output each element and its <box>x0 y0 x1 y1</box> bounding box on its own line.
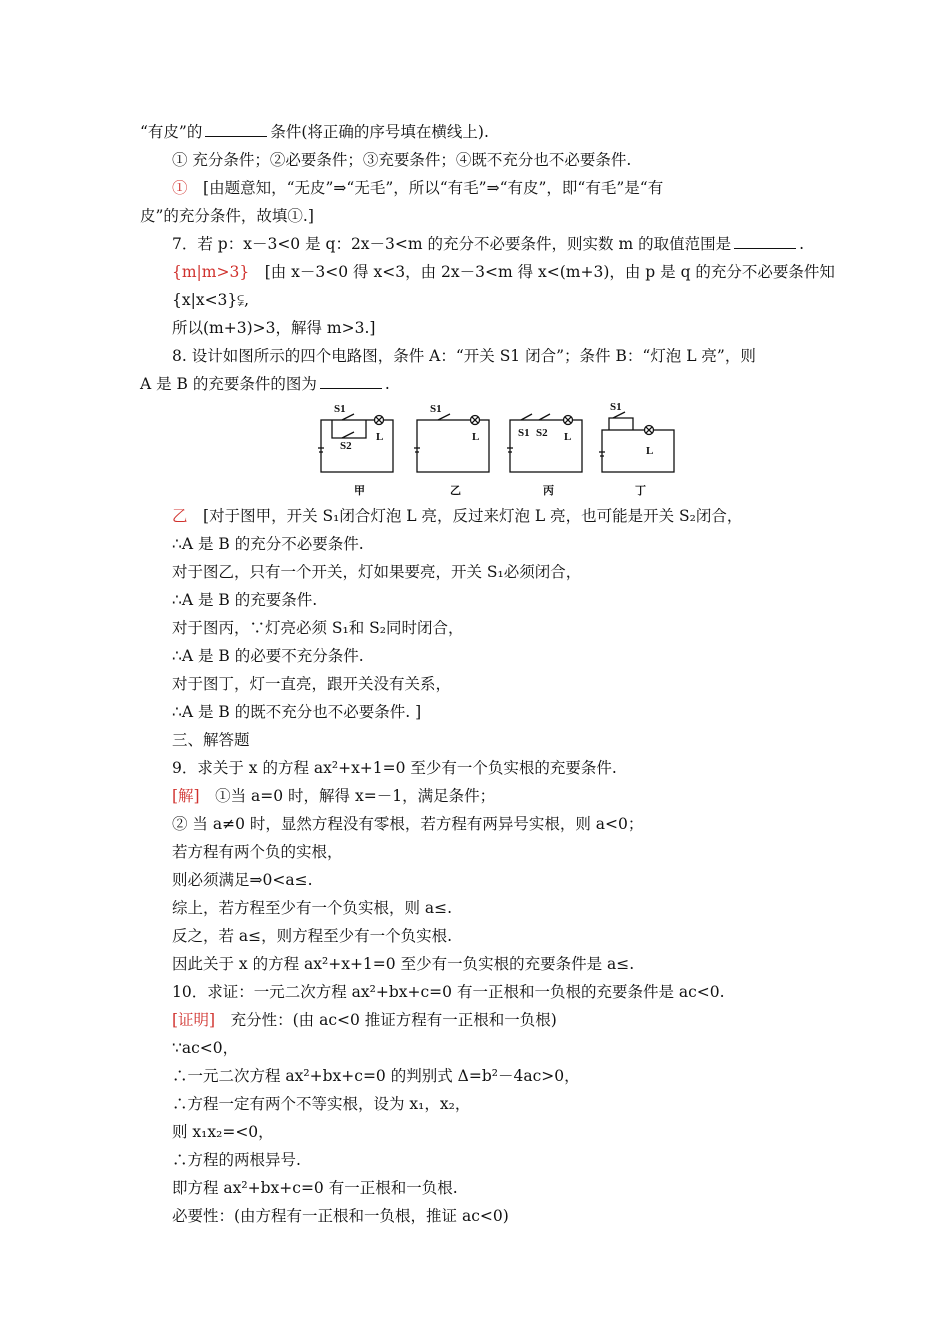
text-block-top <box>140 118 835 398</box>
text-line <box>140 558 830 586</box>
text-run: ∴A 是 B 的充分不必要条件. <box>172 535 364 553</box>
text-run: 9．求关于 x 的方程 ax²+x+1=0 至少有一个负实根的充要条件. <box>172 759 617 777</box>
circuit-jia-s2: S2 <box>340 440 352 452</box>
text-run: 则 x₁x₂=<0， <box>172 1123 274 1141</box>
text-run: 若方程有两个负的实根， <box>172 843 343 861</box>
text-line <box>140 118 830 146</box>
answer-marker: {m|m>3} <box>172 263 250 281</box>
text-run: 即方程 ax²+bx+c=0 有一正根和一负根. <box>172 1179 458 1197</box>
text-line <box>140 894 830 922</box>
text-line <box>140 1062 830 1090</box>
text-line <box>140 502 830 530</box>
text-run: ∴A 是 B 的充要条件. <box>172 591 318 609</box>
text-run: 三、解答题 <box>172 731 250 749</box>
circuit-jia <box>318 414 393 472</box>
text-block-bottom <box>140 502 830 1230</box>
circuit-bing-s2: S2 <box>536 427 548 439</box>
text-run: 对于图乙，只有一个开关，灯如果要亮，开关 S₁必须闭合， <box>172 563 582 581</box>
text-run: 则必须满足⇒0<a≤. <box>172 871 313 889</box>
circuit-yi <box>414 414 489 472</box>
text-line <box>140 370 830 398</box>
circuit-figure <box>140 402 830 498</box>
text-line <box>140 1202 830 1230</box>
text-run: 所以(m+3)>3，解得 m>3.] <box>172 319 376 337</box>
text-run: 因此关于 x 的方程 ax²+x+1=0 至少有一负实根的充要条件是 a≤. <box>172 955 635 973</box>
text-line <box>140 782 830 810</box>
text-run: ①当 a=0 时，解得 x=－1，满足条件； <box>199 787 496 805</box>
text-run: [由题意知，“无皮”⇒“无毛”，所以“有毛”⇒“有皮”，即“有毛”是“有 <box>187 179 664 197</box>
text-line <box>140 838 830 866</box>
text-run: [由 x－3<0 得 x<3，由 2x－3<m 得 x<(m+3)，由 p 是 q 的充分不必要条件知 <box>249 263 835 281</box>
text-run: 7．若 p：x－3<0 是 q：2x－3<m 的充分不必要条件，则实数 m 的取值范围是 <box>172 235 732 253</box>
text-line <box>140 642 830 670</box>
text-line <box>140 978 830 1006</box>
text-run: ∴A 是 B 的既不充分也不必要条件. ] <box>172 703 422 721</box>
text-line <box>140 174 830 202</box>
text-run: A 是 B 的充要条件的图为 <box>140 375 317 393</box>
text-run: {x|x<3}⫋, <box>172 291 250 309</box>
circuit-jia-lamp: L <box>376 431 384 443</box>
text-run: 10．求证：一元二次方程 ax²+bx+c=0 有一正根和一负根的充要条件是 ac<0. <box>172 983 725 1001</box>
text-run: “有皮”的 <box>140 123 203 141</box>
circuit-ding-s1: S1 <box>610 402 622 413</box>
text-line <box>140 1034 830 1062</box>
circuit-ding <box>599 412 674 472</box>
circuit-bing-caption: 丙 <box>543 485 554 497</box>
text-line <box>140 586 830 614</box>
circuit-bing-lamp: L <box>564 431 572 443</box>
text-run: 必要性：(由方程有一正根和一负根，推证 ac<0) <box>172 1207 509 1225</box>
text-run: 对于图丙，∵灯亮必须 S₁和 S₂同时闭合， <box>172 619 464 637</box>
text-line <box>140 754 830 782</box>
text-run: 充分性：(由 ac<0 推证方程有一正根和一负根) <box>215 1011 557 1029</box>
text-line <box>140 202 830 230</box>
circuit-diagrams <box>318 402 798 498</box>
text-run: 8. 设计如图所示的四个电路图，条件 A：“开关 S1 闭合”；条件 B：“灯泡 L 亮”，则 <box>172 347 756 365</box>
text-line <box>140 922 830 950</box>
circuit-ding-lamp: L <box>646 445 654 457</box>
fill-in-blank <box>205 120 267 137</box>
text-run: [对于图甲，开关 S₁闭合灯泡 L 亮，反过来灯泡 L 亮，也可能是开关 S₂闭合， <box>187 507 743 525</box>
text-run: 反之，若 a≤，则方程至少有一个负实根. <box>172 927 453 945</box>
text-run: . <box>384 375 390 393</box>
text-line <box>140 726 830 754</box>
text-line <box>140 1174 830 1202</box>
text-line <box>140 258 835 286</box>
text-run: ② 当 a≠0 时，显然方程没有零根，若方程有两异号实根，则 a<0； <box>172 815 644 833</box>
text-line <box>140 810 830 838</box>
text-run: ∵ac<0， <box>172 1039 239 1057</box>
text-run: ∴方程的两根异号. <box>172 1151 301 1169</box>
text-line <box>140 342 830 370</box>
text-run: 对于图丁，灯一直亮，跟开关没有关系， <box>172 675 452 693</box>
text-run: ∴方程一定有两个不等实根，设为 x₁，x₂， <box>172 1095 471 1113</box>
text-line <box>140 530 830 558</box>
text-line <box>140 1118 830 1146</box>
text-run: ① 充分条件；②必要条件；③充要条件；④既不充分也不必要条件. <box>172 151 632 169</box>
text-line <box>140 146 830 174</box>
text-run: ∴A 是 B 的必要不充分条件. <box>172 647 364 665</box>
text-run: . <box>799 235 805 253</box>
document-body <box>140 118 835 1230</box>
circuit-yi-caption: 乙 <box>450 485 461 497</box>
answer-marker: 乙 <box>172 507 188 525</box>
text-line <box>140 670 830 698</box>
circuit-ding-caption: 丁 <box>635 485 646 497</box>
text-line <box>140 286 830 314</box>
answer-marker: [证明] <box>172 1011 216 1029</box>
answer-marker: ① <box>172 179 188 197</box>
text-line <box>140 1146 830 1174</box>
text-run: ∴一元二次方程 ax²+bx+c=0 的判别式 Δ=b²－4ac>0， <box>172 1067 580 1085</box>
circuit-jia-s1: S1 <box>334 403 346 415</box>
circuit-yi-lamp: L <box>472 431 480 443</box>
text-line <box>140 230 830 258</box>
text-line <box>140 1090 830 1118</box>
answer-marker: [解] <box>172 787 200 805</box>
text-run: 综上，若方程至少有一个负实根，则 a≤. <box>172 899 453 917</box>
fill-in-blank <box>734 232 796 249</box>
text-line <box>140 1006 830 1034</box>
circuit-yi-s1: S1 <box>430 403 442 415</box>
circuit-bing-s1: S1 <box>518 427 530 439</box>
fill-in-blank <box>320 372 382 389</box>
text-run: 皮”的充分条件，故填①.] <box>140 207 314 225</box>
circuit-bing <box>507 414 582 472</box>
text-line <box>140 950 830 978</box>
text-line <box>140 314 830 342</box>
text-run: 条件(将正确的序号填在横线上). <box>270 123 489 141</box>
circuit-jia-caption: 甲 <box>354 485 365 497</box>
text-line <box>140 614 830 642</box>
text-line <box>140 866 830 894</box>
text-line <box>140 698 830 726</box>
